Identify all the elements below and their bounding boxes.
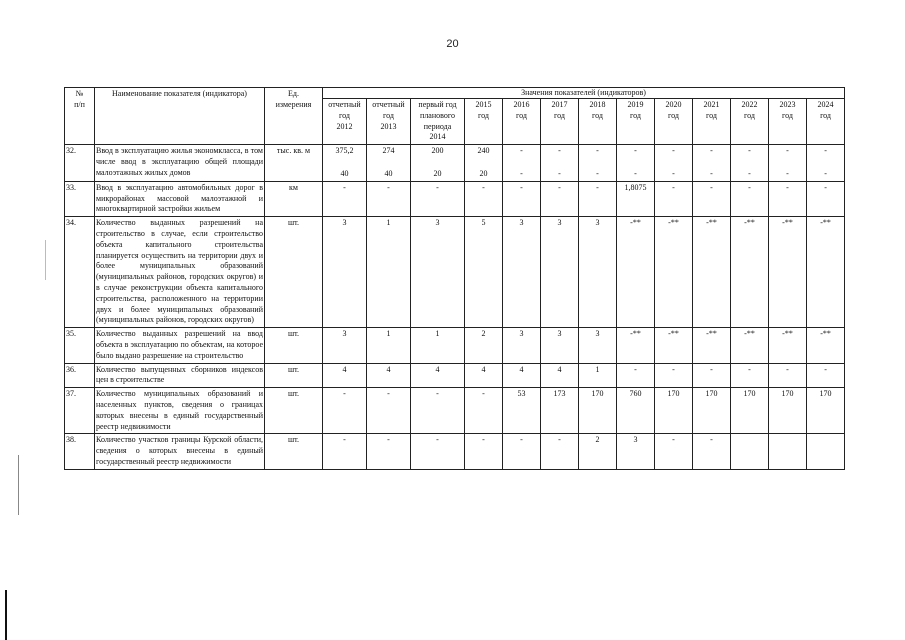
value-cell: - -: [693, 145, 731, 182]
value-cell: -**: [655, 328, 693, 363]
value-cell: -**: [807, 328, 845, 363]
row-number: 37.: [65, 388, 95, 434]
value-cell: 760: [617, 388, 655, 434]
indicator-name: Ввод в эксплуатацию жилья экономкласса, в том числе ввод в эксплуатацию общей площади малоэтажных жилых домов: [95, 145, 265, 182]
header-year: первый год планового периода 2014: [411, 99, 465, 145]
unit-cell: шт.: [265, 363, 323, 388]
unit-cell: км: [265, 181, 323, 216]
value-cell: 3: [579, 217, 617, 328]
table-row: [65, 181, 845, 216]
value-cell-sub: 20: [479, 168, 488, 178]
value-cell: 3: [411, 217, 465, 328]
indicator-name: Ввод в эксплуатацию автомобильных дорог в микрорайонах массовой малоэтажной и многоквартирной застройки жильем: [95, 181, 265, 216]
value-cell: - -: [769, 145, 807, 182]
scan-artifact-line: [45, 240, 46, 280]
value-cell: - -: [617, 145, 655, 182]
header-year: 2015 год: [465, 99, 503, 145]
value-cell: -**: [655, 217, 693, 328]
value-cell: -: [541, 434, 579, 469]
value-cell: -: [411, 388, 465, 434]
value-cell: -: [367, 434, 411, 469]
value-cell: -: [323, 388, 367, 434]
indicators-table: [64, 87, 845, 470]
header-num: № п/п: [65, 88, 95, 145]
unit-cell: шт.: [265, 328, 323, 363]
value-cell: 3: [617, 434, 655, 469]
value-cell: 4: [465, 363, 503, 388]
value-cell: - -: [655, 145, 693, 182]
indicator-name: Количество выпущенных сборников индексов цен в строительстве: [95, 363, 265, 388]
value-cell: -: [731, 181, 769, 216]
value-cell-sub: -: [710, 168, 713, 178]
value-cell: 3: [503, 328, 541, 363]
indicator-name: Количество выданных разрешений на строительство в случае, если строительство объекта капитального строительства планируется осуществить на территории двух и более муниципальных образований (муниципальных районов, городских округов) и в случае реконструкции объекта капитального строительства, расположенного на территории двух и более муниципальных образований (муниципальных районов, городских округов): [95, 217, 265, 328]
value-cell: 4: [411, 363, 465, 388]
header-name: Наименование показателя (индикатора): [95, 88, 265, 145]
value-cell: 240 20: [465, 145, 503, 182]
row-number: 33.: [65, 181, 95, 216]
indicator-name: Количество участков границы Курской области, сведения о которых внесены в единый государственный реестр недвижимости: [95, 434, 265, 469]
header-year: 2023 год: [769, 99, 807, 145]
value-cell-sub: -: [520, 168, 523, 178]
value-cell: 3: [541, 328, 579, 363]
value-cell: -: [769, 363, 807, 388]
value-cell: 1: [579, 363, 617, 388]
table-row: [65, 363, 845, 388]
table-row: [65, 217, 845, 328]
table-row: [65, 328, 845, 363]
table-body: [65, 145, 845, 470]
value-cell: -: [655, 181, 693, 216]
value-cell: 1: [411, 328, 465, 363]
value-cell: 170: [731, 388, 769, 434]
value-cell: -: [693, 181, 731, 216]
value-cell: [807, 434, 845, 469]
value-cell: - -: [579, 145, 617, 182]
row-number: 35.: [65, 328, 95, 363]
value-cell: 173: [541, 388, 579, 434]
header-year: 2016 год: [503, 99, 541, 145]
scan-artifact-line: [18, 455, 19, 515]
header-year: отчетный год 2012: [323, 99, 367, 145]
unit-cell: шт.: [265, 217, 323, 328]
header-unit: Ед. измерения: [265, 88, 323, 145]
value-cell: 170: [769, 388, 807, 434]
value-cell: 200 20: [411, 145, 465, 182]
value-cell: - -: [731, 145, 769, 182]
value-cell: -: [367, 388, 411, 434]
value-cell: -: [579, 181, 617, 216]
value-cell: [769, 434, 807, 469]
value-cell: -: [807, 363, 845, 388]
value-cell: 4: [367, 363, 411, 388]
header-year: 2018 год: [579, 99, 617, 145]
scan-artifact-line: [5, 590, 7, 640]
row-number: 38.: [65, 434, 95, 469]
value-cell: -: [411, 181, 465, 216]
value-cell-sub: -: [824, 168, 827, 178]
value-cell: -**: [807, 217, 845, 328]
value-cell: 3: [323, 217, 367, 328]
value-cell: 3: [323, 328, 367, 363]
unit-cell: шт.: [265, 388, 323, 434]
value-cell: -**: [731, 217, 769, 328]
value-cell: -: [617, 363, 655, 388]
value-cell: -: [655, 363, 693, 388]
value-cell-sub: 40: [340, 168, 349, 178]
indicator-name: Количество муниципальных образований и населенных пунктов, сведения о границах которых внесены в единый государственный реестр недвижимости: [95, 388, 265, 434]
value-cell: -**: [617, 217, 655, 328]
table-row: [65, 434, 845, 469]
value-cell-sub: -: [786, 168, 789, 178]
value-cell-sub: -: [672, 168, 675, 178]
unit-cell: тыс. кв. м: [265, 145, 323, 182]
header-year: 2024 год: [807, 99, 845, 145]
table-row: [65, 145, 845, 182]
table-row: [65, 388, 845, 434]
value-cell: -: [769, 181, 807, 216]
value-cell: -**: [693, 217, 731, 328]
value-cell: -**: [693, 328, 731, 363]
value-cell-sub: 40: [384, 168, 393, 178]
value-cell: -**: [617, 328, 655, 363]
value-cell: 3: [503, 217, 541, 328]
value-cell: 3: [541, 217, 579, 328]
page-number: 20: [446, 38, 459, 50]
value-cell: 2: [579, 434, 617, 469]
value-cell: 1: [367, 328, 411, 363]
value-cell: -: [465, 181, 503, 216]
value-cell: -: [465, 388, 503, 434]
value-cell: - -: [503, 145, 541, 182]
header-year: отчетный год 2013: [367, 99, 411, 145]
value-cell-sub: 20: [433, 168, 442, 178]
value-cell-sub: -: [558, 168, 561, 178]
value-cell: 4: [323, 363, 367, 388]
value-cell: 4: [541, 363, 579, 388]
value-cell: - -: [807, 145, 845, 182]
value-cell: 1,8075: [617, 181, 655, 216]
value-cell: 170: [579, 388, 617, 434]
value-cell: -**: [769, 217, 807, 328]
value-cell: 170: [693, 388, 731, 434]
header-year: 2022 год: [731, 99, 769, 145]
value-cell: -: [693, 434, 731, 469]
value-cell: 274 40: [367, 145, 411, 182]
value-cell: -: [503, 434, 541, 469]
value-cell: -**: [731, 328, 769, 363]
value-cell-sub: -: [634, 168, 637, 178]
header-values-group: Значения показателей (индикаторов): [323, 88, 845, 99]
value-cell: 375,2 40: [323, 145, 367, 182]
header-year: 2020 год: [655, 99, 693, 145]
value-cell: 5: [465, 217, 503, 328]
value-cell: -: [367, 181, 411, 216]
value-cell: - -: [541, 145, 579, 182]
header-year: 2017 год: [541, 99, 579, 145]
value-cell-sub: -: [596, 168, 599, 178]
value-cell: -: [465, 434, 503, 469]
row-number: 36.: [65, 363, 95, 388]
row-number: 34.: [65, 217, 95, 328]
value-cell: -: [807, 181, 845, 216]
value-cell: 4: [503, 363, 541, 388]
value-cell-sub: -: [748, 168, 751, 178]
value-cell: -: [323, 181, 367, 216]
value-cell: -: [693, 363, 731, 388]
value-cell: [731, 434, 769, 469]
value-cell: -: [411, 434, 465, 469]
value-cell: -: [655, 434, 693, 469]
unit-cell: шт.: [265, 434, 323, 469]
value-cell: 170: [655, 388, 693, 434]
value-cell: 170: [807, 388, 845, 434]
value-cell: -: [731, 363, 769, 388]
value-cell: 2: [465, 328, 503, 363]
value-cell: -**: [769, 328, 807, 363]
value-cell: 1: [367, 217, 411, 328]
value-cell: -: [541, 181, 579, 216]
header-year: 2021 год: [693, 99, 731, 145]
value-cell: 53: [503, 388, 541, 434]
header-year: 2019 год: [617, 99, 655, 145]
value-cell: -: [323, 434, 367, 469]
indicator-name: Количество выданных разрешений на ввод объекта в эксплуатацию по объектам, на которое было выдано разрешение на строительство: [95, 328, 265, 363]
value-cell: 3: [579, 328, 617, 363]
value-cell: -: [503, 181, 541, 216]
row-number: 32.: [65, 145, 95, 182]
